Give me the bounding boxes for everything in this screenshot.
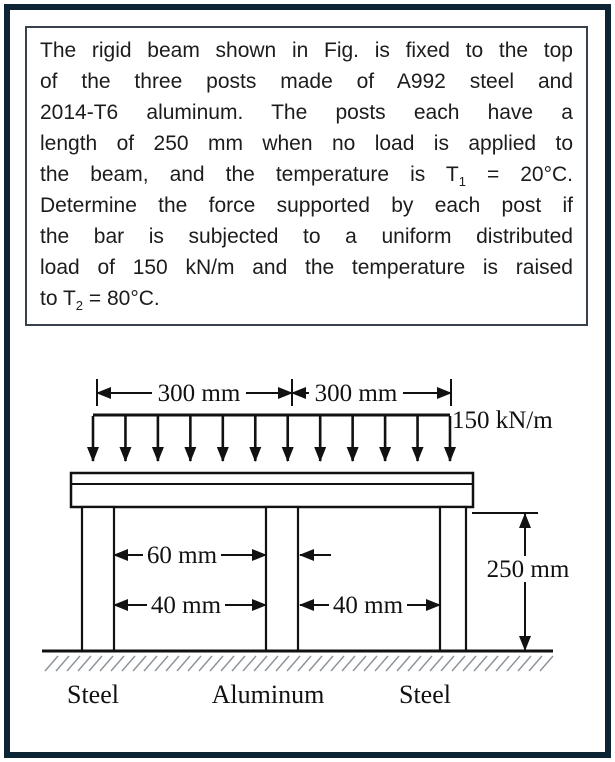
hatch-stroke [56, 656, 69, 671]
hatch-stroke [89, 656, 102, 671]
dim-300-right-label: 300 mm [314, 380, 398, 407]
problem-text-line: of the three posts made of A992 steel and [40, 70, 573, 93]
hatch-stroke [155, 656, 168, 671]
hatch-stroke [122, 656, 135, 671]
hatch-stroke [408, 656, 421, 671]
post-steel-left [82, 507, 114, 651]
dimension-250mm [472, 513, 576, 650]
hatch-stroke [265, 656, 278, 671]
problem-text-line: to $T_2 = 80^\circ C$. [40, 287, 160, 314]
hatch-stroke [133, 656, 146, 671]
hatch-stroke [210, 656, 223, 671]
hatch-stroke [485, 656, 498, 671]
problem-text-line: The rigid beam shown in Fig. is fixed to the top [40, 39, 573, 62]
problem-statement-box [25, 26, 588, 326]
hatch-stroke [386, 656, 399, 671]
hatch-stroke [320, 656, 333, 671]
problem-text-line: the bar is subjected to a uniform distributed [40, 225, 573, 248]
rigid-beam [71, 473, 473, 507]
hatch-stroke [496, 656, 509, 671]
dim-250-label: 250 mm [486, 556, 570, 583]
hatch-stroke [474, 656, 487, 671]
hatch-stroke [298, 656, 311, 671]
hatch-stroke [254, 656, 267, 671]
hatch-stroke [100, 656, 113, 671]
hatch-stroke [243, 656, 256, 671]
dim-300-left-label: 300 mm [157, 380, 241, 407]
hatch-stroke [144, 656, 157, 671]
load-intensity-label: 150 kN/m [452, 407, 553, 434]
hatch-stroke [331, 656, 344, 671]
hatch-stroke [221, 656, 234, 671]
problem-text-line: the beam, and the temperature is $T_1 = 20^\circ C$. [40, 163, 573, 190]
problem-text-line: length of 250 mm when no load is applied to [40, 132, 573, 155]
hatch-stroke [353, 656, 366, 671]
hatch-stroke [45, 656, 58, 671]
hatch-stroke [342, 656, 355, 671]
hatch-stroke [188, 656, 201, 671]
hatch-stroke [67, 656, 80, 671]
hatch-stroke [529, 656, 542, 671]
hatch-stroke [276, 656, 289, 671]
hatch-stroke [232, 656, 245, 671]
dimension-40mm-left [114, 592, 266, 619]
dimension-300mm-left [97, 380, 292, 407]
dim-40-left-label: 40 mm [150, 592, 222, 619]
post-aluminum [266, 507, 298, 651]
hatch-stroke [441, 656, 454, 671]
hatch-stroke [166, 656, 179, 671]
hatch-stroke [507, 656, 520, 671]
hatch-stroke [518, 656, 531, 671]
dimension-40mm-right [300, 592, 440, 619]
hatch-stroke [452, 656, 465, 671]
hatch-stroke [309, 656, 322, 671]
post-steel-right [440, 507, 466, 651]
label-steel-left: Steel [67, 680, 119, 709]
hatch-stroke [287, 656, 300, 671]
beam-figure [0, 330, 615, 762]
distributed-load-arrows [93, 416, 450, 461]
problem-text [40, 35, 573, 314]
label-aluminum: Aluminum [211, 680, 325, 709]
dim-60-label: 60 mm [146, 542, 218, 569]
hatch-stroke [78, 656, 91, 671]
hatch-stroke [111, 656, 124, 671]
hatch-stroke [430, 656, 443, 671]
hatch-stroke [375, 656, 388, 671]
problem-text-line: Determine the force supported by each post if [40, 194, 573, 217]
hatch-stroke [540, 656, 553, 671]
problem-text-line: load of 150 kN/m and the temperature is raised [40, 256, 573, 279]
hatch-stroke [364, 656, 377, 671]
dimension-300mm-right [292, 380, 451, 407]
problem-text-line: 2014-T6 aluminum. The posts each have a [40, 101, 573, 124]
label-steel-right: Steel [399, 680, 451, 709]
ground-hatching [45, 656, 553, 671]
hatch-stroke [177, 656, 190, 671]
hatch-stroke [463, 656, 476, 671]
hatch-stroke [199, 656, 212, 671]
hatch-stroke [397, 656, 410, 671]
hatch-stroke [419, 656, 432, 671]
dim-40-right-label: 40 mm [332, 592, 404, 619]
